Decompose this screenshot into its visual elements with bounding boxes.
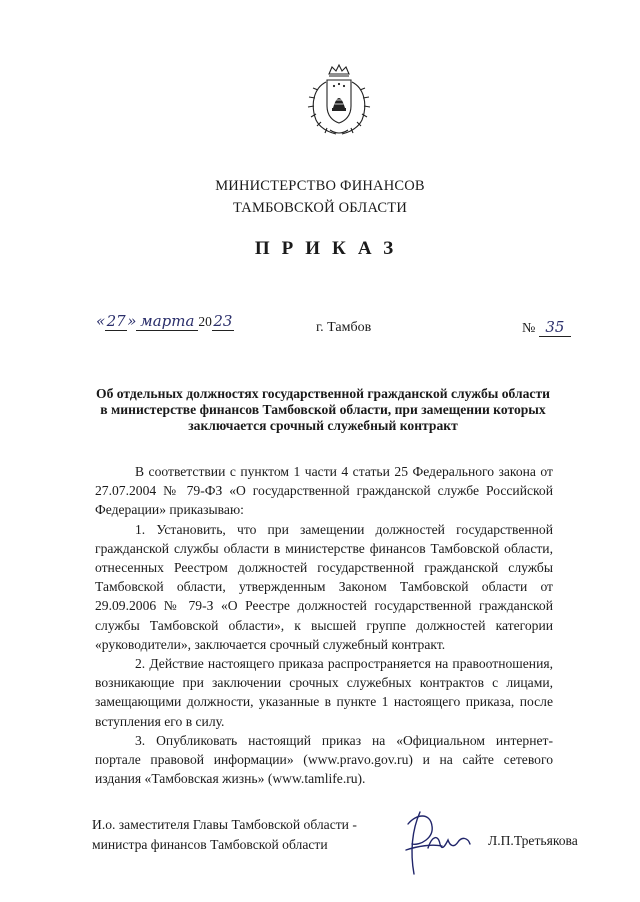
order-number bbox=[522, 318, 571, 337]
handwritten-signature bbox=[398, 804, 476, 878]
item-2-paragraph: 2. Действие настоящего приказа распространяется на правоотношения, возникающие при заключении срочных служебных контрактов с лицами, замещающими должности, указанные в пункте 1 настоящего приказа, после вступления его в силу. bbox=[95, 656, 553, 729]
date-year-suffix: 23 bbox=[213, 312, 233, 330]
ministry-name-line1: МИНИСТЕРСТВО ФИНАНСОВ bbox=[215, 178, 425, 194]
order-date bbox=[96, 312, 234, 331]
date-day: 27 bbox=[106, 312, 126, 330]
order-subject: Об отдельных должностях государственной гражданской службы области в министерстве финансов Тамбовской области, при замещении которых заключается срочный служебный контракт bbox=[96, 386, 550, 433]
date-open-quote: « bbox=[96, 312, 106, 330]
document-type-title: ПРИКАЗ bbox=[254, 238, 406, 259]
date-month: марта bbox=[136, 312, 198, 331]
signatory-position bbox=[92, 815, 357, 855]
preamble-paragraph: В соответствии с пунктом 1 части 4 статьи 25 Федерального закона от 27.07.2004 № 79-ФЗ «О государственной гражданской службе Российской Федерации» приказываю: bbox=[95, 464, 553, 518]
city-label: г. Тамбов bbox=[316, 320, 372, 335]
date-close-quote: » bbox=[127, 312, 137, 330]
number-label: № bbox=[522, 321, 536, 336]
coat-of-arms-emblem bbox=[296, 62, 382, 138]
item-3-paragraph: 3. Опубликовать настоящий приказ на «Официальном интернет-портале правовой информации» (www.pravo.gov.ru) и на сайте сетевого издания «Тамбовская жизнь» (www.tamlife.ru). bbox=[95, 732, 553, 787]
order-body bbox=[95, 462, 553, 788]
item-1-paragraph: 1. Установить, что при замещении должностей государственной гражданской службы области в министерстве финансов Тамбовской области, отнесенных Реестром должностей государственной гражданской службы Тамбовской области, утвержденным Законом Тамбовской области от 29.09.2006 № 79-З «О Реестре должностей государственной гражданской службы Тамбовской области», к высшей группе должностей категории «руководители», заключается срочный служебный контракт. bbox=[95, 521, 553, 652]
date-year-prefix: 20 bbox=[198, 314, 212, 329]
number-value: 35 bbox=[539, 318, 571, 337]
signatory-position-line2: министра финансов Тамбовской области bbox=[92, 837, 328, 852]
signatory-position-line1: И.о. заместителя Главы Тамбовской области - bbox=[92, 817, 357, 832]
ministry-name-line2: ТАМБОВСКОЙ ОБЛАСТИ bbox=[232, 200, 408, 216]
signatory-name: Л.П.Третьякова bbox=[488, 833, 578, 848]
